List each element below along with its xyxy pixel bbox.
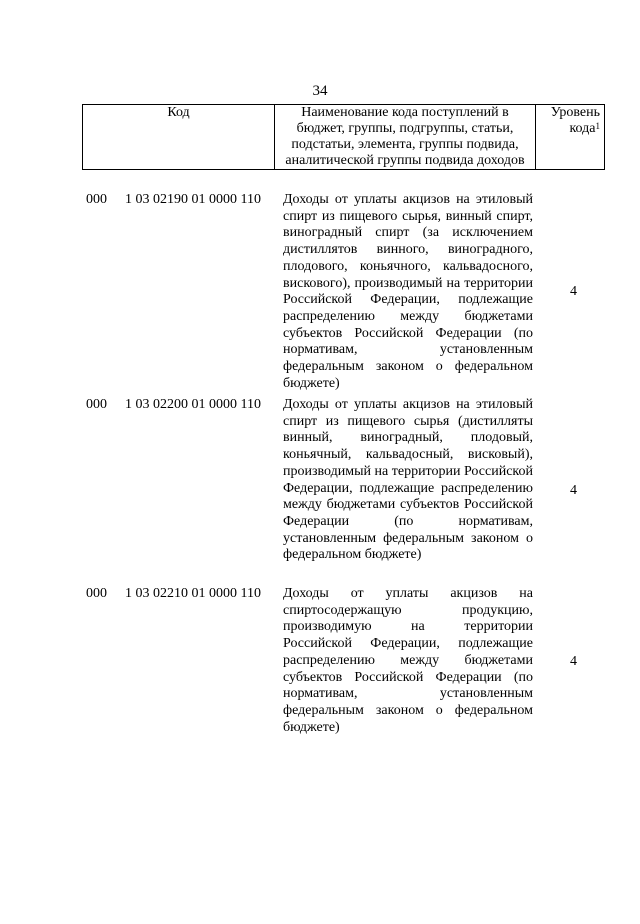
admin-code: 000	[86, 586, 107, 601]
header-code: Код	[83, 105, 275, 170]
budget-code: 1 03 02200 01 0000 110	[125, 397, 261, 412]
page-number: 34	[312, 83, 328, 99]
budget-code: 1 03 02190 01 0000 110	[125, 192, 261, 207]
header-level	[536, 105, 605, 170]
code-level: 4	[570, 654, 577, 669]
revenue-name: Доходы от уплаты акцизов на этиловый спирт из пищевого сырья, винный спирт, виноградный спирт (за исключением дистиллятов винного, виноградного, плодового, коньячного, кальвадосного, вискового), производимый на территории Российской Федерации, подлежащие распределению между бюджетами субъектов Российской Федерации (по нормативам, установленным федеральным законом о федеральном бюджете)	[283, 192, 533, 391]
header-level-footnote: 1	[595, 121, 600, 131]
admin-code: 000	[86, 397, 107, 412]
table-header	[82, 104, 605, 170]
revenue-name: Доходы от уплаты акцизов на спиртосодержащую продукцию, производимую на территории Российской Федерации, подлежащие распределению между бюджетами субъектов Российской Федерации (по нормативам, установленным федеральным законом о федеральном бюджете)	[283, 586, 533, 735]
revenue-name: Доходы от уплаты акцизов на этиловый спирт из пищевого сырья (дистилляты винный, виноградный, плодовый, коньячный, кальвадосный, висковый), производимый на территории Российской Федерации, подлежащие распределению между бюджетами субъектов Российской Федерации (по нормативам, установленным федеральным законом о федеральном бюджете)	[283, 397, 533, 563]
admin-code: 000	[86, 192, 107, 207]
budget-code: 1 03 02210 01 0000 110	[125, 586, 261, 601]
code-level: 4	[570, 483, 577, 498]
header-name: Наименование кода поступлений в бюджет, группы, подгруппы, статьи, подстатьи, элемента, группы подвида, аналитической группы подвида доходов	[275, 105, 536, 170]
header-level-label: Уровень кода	[550, 105, 600, 136]
code-level: 4	[570, 284, 577, 299]
